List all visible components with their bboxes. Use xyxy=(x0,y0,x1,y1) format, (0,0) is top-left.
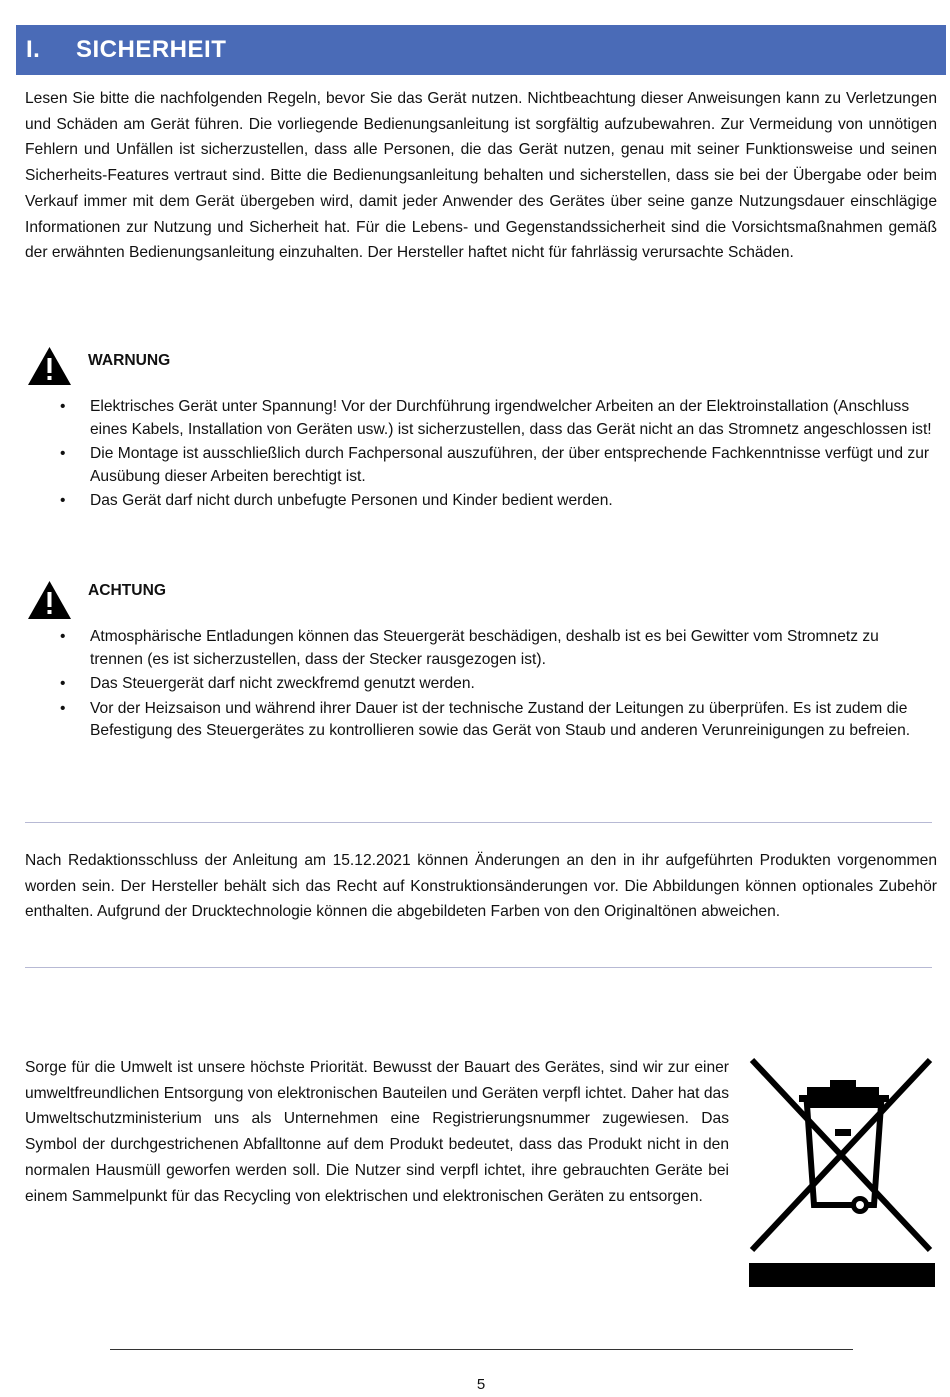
warning-title: WARNUNG xyxy=(88,352,171,369)
bullet-icon: • xyxy=(60,445,66,462)
caution-title: ACHTUNG xyxy=(88,582,166,599)
section-number: I. xyxy=(26,36,41,63)
footer-rule xyxy=(110,1349,853,1350)
bullet-icon: • xyxy=(60,492,66,509)
section-header xyxy=(16,25,946,75)
page-number: 5 xyxy=(476,1376,486,1393)
caution-triangle-icon xyxy=(27,580,72,620)
caution-list xyxy=(55,626,935,745)
section-title: SICHERHEIT xyxy=(76,36,227,63)
environment-paragraph: Sorge für die Umwelt ist unsere höchste Priorität. Bewusst der Bauart des Gerätes, sind wir zur einer umweltfreundlichen Entsorgung von elektronischen Bauteilen und Geräten verpfl ichtet. Daher hat das Umweltschutzministerium uns als Unternehmen eine Registrierungsnummer zugewiesen. Das Symbol der durchgestrichenen Abfalltonne auf dem Produkt bedeutet, dass das Produkt nicht in den normalen Hausmüll geworfen werden soll. Die Nutzer sind verpfl ichtet, ihre gebrauchten Geräte bei einem Sammelpunkt für das Recycling von elektrischen und elektronischen Geräten zu entsorgen. xyxy=(25,1059,729,1205)
list-item: • Das Steuergerät darf nicht zweckfremd genutzt werden. xyxy=(55,673,935,696)
editorial-note: Nach Redaktionsschluss der Anleitung am 15.12.2021 können Änderungen an den in ihr aufgeführten Produkten vorgenommen worden sein. Der Hersteller behält sich das Recht auf Konstruktionsänderungen vor. Die Abbildungen können optionales Zubehör enthalten. Aufgrund der Drucktechnologie können die abgebildeten Farben von den Originaltönen abweichen. xyxy=(25,852,937,921)
bullet-icon: • xyxy=(60,699,66,717)
list-item: • Elektrisches Gerät unter Spannung! Vor der Durchführung irgendwelcher Arbeiten an der Elektroinstallation (Anschluss eines Kabels, Installation von Geräten usw.) ist sicherzustellen, dass das Gerät nicht an das Stromnetz angeschlossen ist! xyxy=(60,398,932,438)
bullet-icon: • xyxy=(60,398,66,415)
intro-paragraph: Lesen Sie bitte die nachfolgenden Regeln, bevor Sie das Gerät nutzen. Nichtbeachtung dieser Anweisungen kann zu Verletzungen und Schäden am Gerät führen. Die vorliegende Bedienungsanleitung ist sorgfältig aufzubewahren. Zur Vermeidung von unnötigen Fehlern und Unfällen ist sicherzustellen, dass alle Personen, die das Gerät nutzen, genau mit seiner Funktionsweise und seinen Sicherheits-Features vertraut sind. Bitte die Bedienungsanleitung behalten und sicherstellen, dass sie bei der Übergabe oder beim Verkauf immer mit dem Gerät übergeben wird, damit jeder Anwender des Gerätes über seine ganze Nutzungsdauer einschlägige Informationen zur Nutzung und Sicherheit hat. Für die Lebens- und Gegenstandssicherheit sind die Vorsichtsmaßnahmen gemäß der erwähnten Bedienungsanleitung einzuhalten. Der Hersteller haftet nicht für fahrlässig verursachte Schäden. xyxy=(25,90,937,262)
crossed-out-wheelie-bin-icon xyxy=(747,1055,935,1287)
list-item: • Vor der Heizsaison und während ihrer Dauer ist der technische Zustand der Leitungen zu überprüfen. Es ist zudem die Befestigung des Steuergerätes zu kontrollieren sowie das Gerät von Staub und anderen Verunreinigungen zu befreien. xyxy=(60,699,911,739)
list-item: • Die Montage ist ausschließlich durch Fachpersonal auszuführen, der über entsprechende Fachkenntnisse verfügt und zur Ausübung dieser Arbeiten berechtigt ist. xyxy=(60,445,930,485)
bullet-icon: • xyxy=(60,675,66,692)
list-item: • Atmosphärische Entladungen können das Steuergerät beschädigen, deshalb ist es bei Gewitter vom Stromnetz zu trennen (es ist sicherzustellen, dass der Stecker rausgezogen ist). xyxy=(60,628,879,668)
warning-list xyxy=(55,396,935,515)
divider xyxy=(25,967,932,968)
divider xyxy=(25,822,932,823)
warning-triangle-icon xyxy=(27,346,72,386)
list-item: • Das Gerät darf nicht durch unbefugte Personen und Kinder bedient werden. xyxy=(55,490,935,513)
bullet-icon: • xyxy=(60,628,66,645)
